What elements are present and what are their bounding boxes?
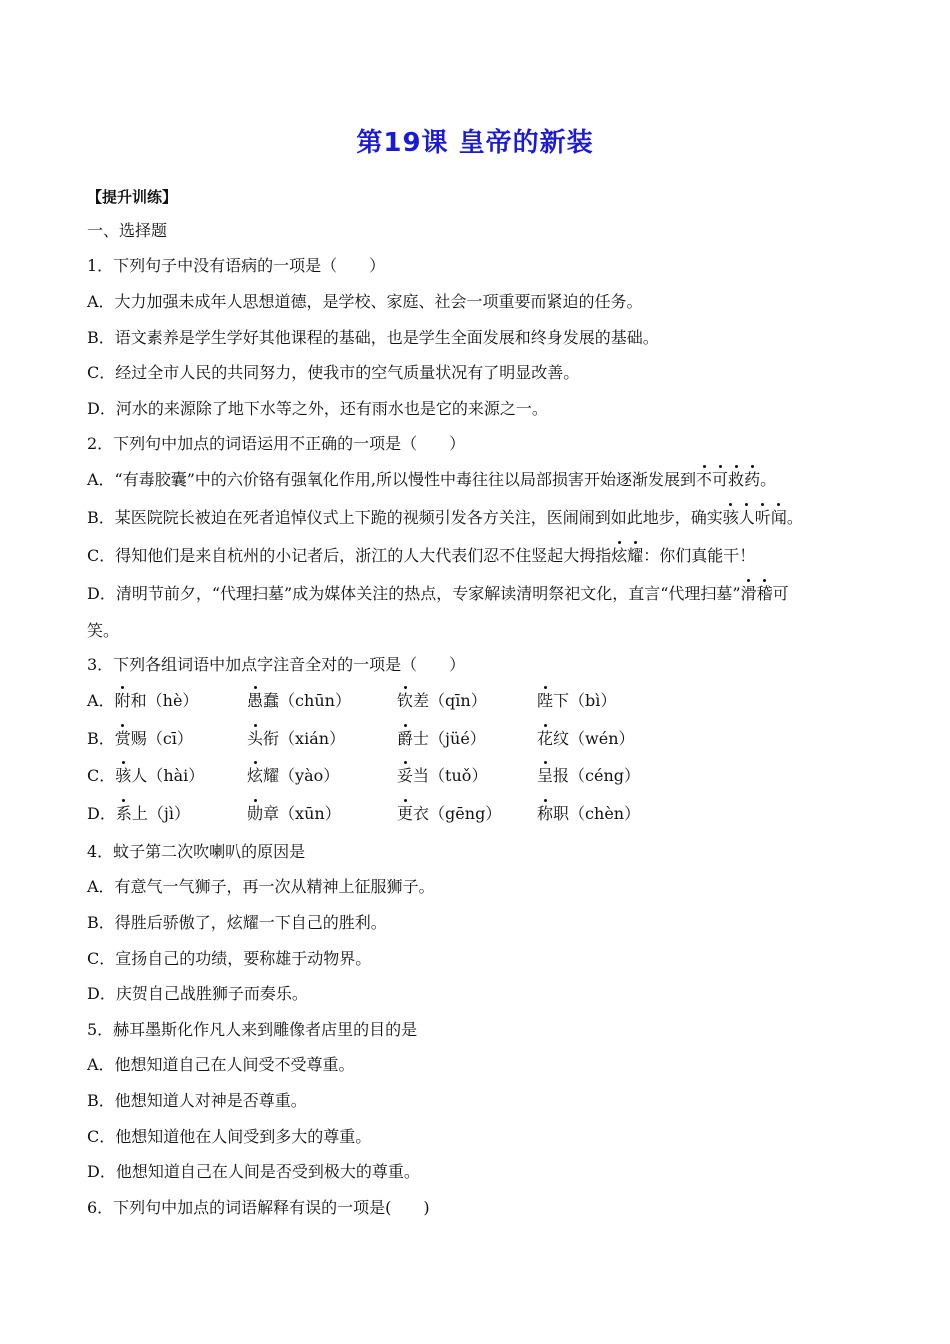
q4-option-c: C．宣扬自己的功绩，要称雄于动物界。: [87, 949, 372, 968]
q3-option-cell: 花纹（wén）: [537, 729, 635, 748]
q1-option-b: B．语文素养是学生学好其他课程的基础，也是学生全面发展和终身发展的基础。: [87, 328, 659, 347]
q2-option-d-continued: 笑。: [87, 621, 120, 640]
q5-option-d: D．他想知道自己在人间是否受到极大的尊重。: [87, 1162, 420, 1181]
q4-option-d: D．庆贺自己战胜狮子而奏乐。: [87, 984, 308, 1003]
q6-stem: 6．下列句中加点的词语解释有误的一项是( ): [87, 1198, 430, 1217]
part-label: 一、选择题: [87, 221, 168, 240]
q2-option-a: [87, 469, 776, 491]
q2-c-end: ：你们真能干！: [643, 546, 756, 565]
q3-option-cell: 头衔（xián）: [247, 729, 346, 748]
q3-option-cell: 称职（chèn）: [537, 804, 641, 823]
q3-option-cell: 钦差（qīn）: [397, 691, 487, 710]
q2-d-dotted-word: 滑稽: [740, 584, 773, 603]
q3-option-cell: 愚蠢（chūn）: [247, 691, 351, 710]
q3-option-cell: 炫耀（yào）: [247, 766, 340, 785]
q5-option-b: B．他想知道人对神是否尊重。: [87, 1091, 307, 1110]
q3-option-cell: 爵士（jüé）: [397, 729, 486, 748]
q3-option-cell: 陛下（bì）: [537, 691, 617, 710]
q2-d-text: D．清明节前夕，“代理扫墓”成为媒体关注的热点，专家解读清明祭祀文化，直言“代理扫墓”: [87, 584, 741, 603]
q2-option-c: [87, 545, 755, 567]
q5-stem: 5．赫耳墨斯化作凡人来到雕像者店里的目的是: [87, 1020, 418, 1039]
section-header: 【提升训练】: [87, 188, 178, 206]
q2-c-dotted-word: 炫耀: [611, 546, 644, 565]
q1-stem: 1．下列句子中没有语病的一项是（ ）: [87, 256, 386, 275]
page-title: 第19课 皇帝的新装: [356, 128, 594, 158]
q2-b-text: B．某医院院长被迫在死者追悼仪式上下跪的视频引发各方关注，医闹闹到如此地步，确实: [87, 508, 723, 527]
q2-b-end: 。: [786, 508, 803, 527]
q3-stem: 3．下列各组词语中加点字注音全对的一项是（ ）: [87, 655, 466, 674]
q1-option-d: D．河水的来源除了地下水等之外，还有雨水也是它的来源之一。: [87, 399, 548, 418]
q3-option-cell: 妥当（tuǒ）: [397, 766, 488, 785]
q3-option-cell: 呈报（céng）: [537, 766, 641, 785]
q2-option-b: [87, 507, 803, 529]
q5-option-a: A．他想知道自己在人间受不受尊重。: [87, 1055, 355, 1074]
q4-option-b: B．得胜后骄傲了，炫耀一下自己的胜利。: [87, 913, 387, 932]
q3-option-cell: 勋章（xūn）: [247, 804, 341, 823]
q3-option-cell: C．骇人（hài）: [87, 766, 205, 785]
q3-option-cell: A．附和（hè）: [87, 691, 199, 710]
q2-stem: 2．下列句中加点的词语运用不正确的一项是（ ）: [87, 434, 466, 453]
q2-a-end: 。: [760, 470, 777, 489]
q3-option-cell: 更衣（gēng）: [397, 804, 502, 823]
q2-a-text: A．“有毒胶囊”中的六价铬有强氧化作用,所以慢性中毒往往以局部损害开始逐渐发展到: [87, 470, 697, 489]
q3-option-cell: B．赏赐（cī）: [87, 729, 193, 748]
q2-b-dotted-word: 骇人听闻: [722, 508, 787, 527]
q2-d-end: 可: [772, 584, 789, 603]
q1-option-a: A．大力加强未成年人思想道德，是学校、家庭、社会一项重要而紧迫的任务。: [87, 292, 643, 311]
q4-stem: 4．蚊子第二次吹喇叭的原因是: [87, 842, 306, 861]
q1-option-c: C．经过全市人民的共同努力，使我市的空气质量状况有了明显改善。: [87, 363, 580, 382]
q2-c-text: C．得知他们是来自杭州的小记者后，浙江的人大代表们忍不住竖起大拇指: [87, 546, 612, 565]
q3-option-cell: D．系上（jì）: [87, 804, 190, 823]
q4-option-a: A．有意气一气狮子，再一次从精神上征服狮子。: [87, 877, 435, 896]
q2-option-d: [87, 583, 789, 605]
q2-a-dotted-word: 不可救药: [696, 470, 761, 489]
q5-option-c: C．他想知道他在人间受到多大的尊重。: [87, 1127, 372, 1146]
